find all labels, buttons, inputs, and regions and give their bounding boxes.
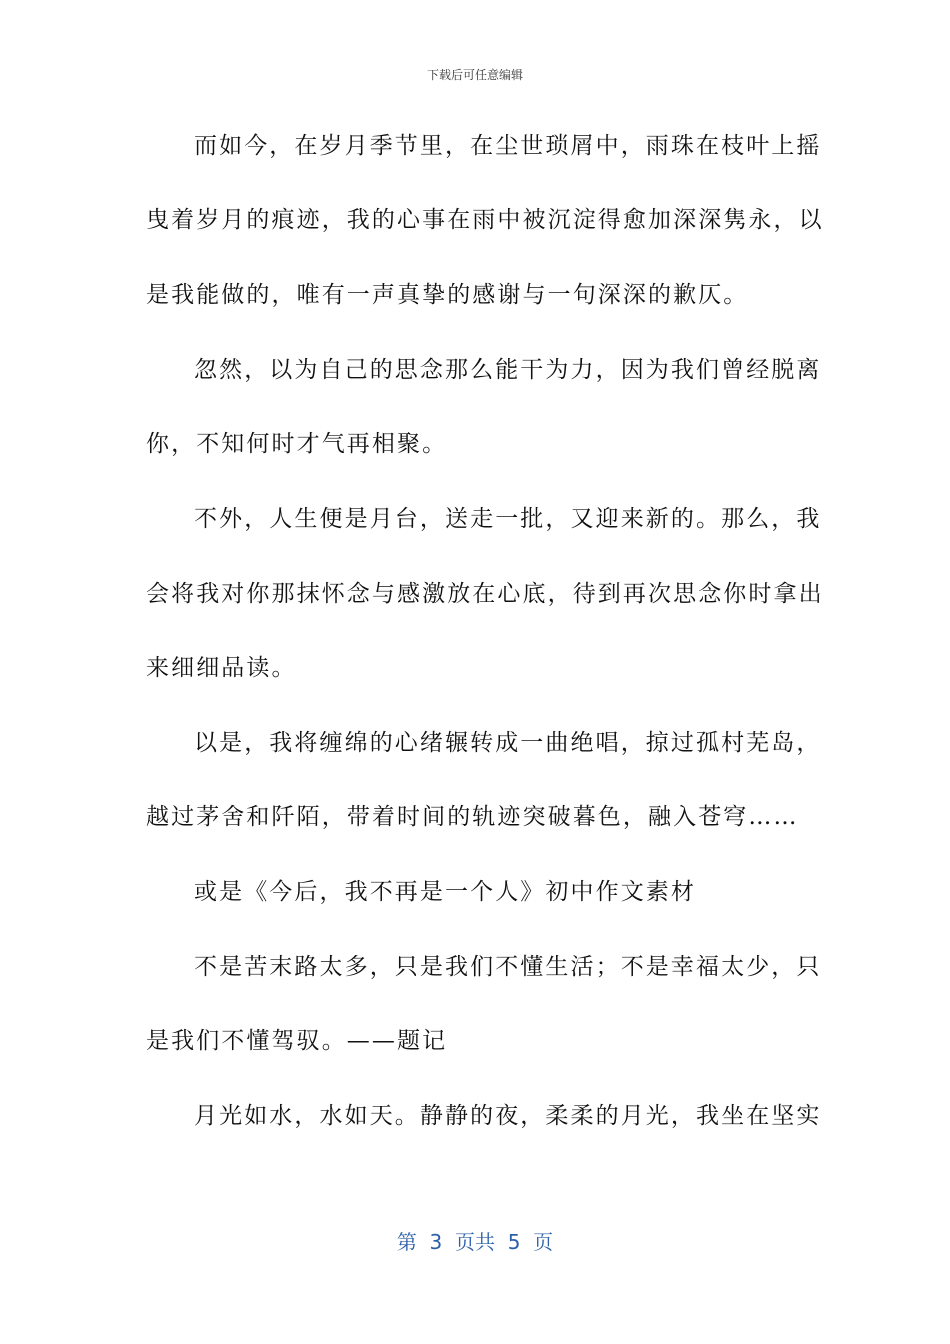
- text-line: 而如今，在岁月季节里，在尘世琐屑中，雨珠在枝叶上摇: [194, 133, 822, 159]
- text-line: 来细细品读。: [146, 655, 297, 681]
- text-line: 你，不知何时才气再相聚。: [146, 431, 448, 457]
- page-header: 下载后可任意编辑: [426, 68, 523, 82]
- text-line: 或是《今后，我不再是一个人》初中作文素材: [194, 879, 696, 905]
- text-line: 忽然，以为自己的思念那么能干为力，因为我们曾经脱离: [194, 357, 822, 383]
- text-line: 以是，我将缠绵的心绪辗转成一曲绝唱，掠过孤村芜岛，: [194, 730, 822, 756]
- text-line: 月光如水，水如天。静静的夜，柔柔的月光，我坐在坚实: [194, 1103, 822, 1129]
- text-line: 越过茅舍和阡陌，带着时间的轨迹突破暮色，融入苍穹……: [146, 804, 799, 830]
- text-line: 不是苦末路太多，只是我们不懂生活；不是幸福太少，只: [194, 954, 822, 980]
- page-footer: 第 3 页共 5 页: [396, 1230, 554, 1254]
- text-line: 不外，人生便是月台，送走一批，又迎来新的。那么，我: [194, 506, 822, 532]
- text-line: 是我们不懂驾驭。——题记: [146, 1028, 448, 1054]
- text-line: 会将我对你那抹怀念与感激放在心底，待到再次思念你时拿出: [146, 581, 824, 607]
- text-line: 曳着岁月的痕迹，我的心事在雨中被沉淀得愈加深深隽永，以: [146, 207, 824, 233]
- text-line: 是我能做的，唯有一声真挚的感谢与一句深深的歉仄。: [146, 282, 749, 308]
